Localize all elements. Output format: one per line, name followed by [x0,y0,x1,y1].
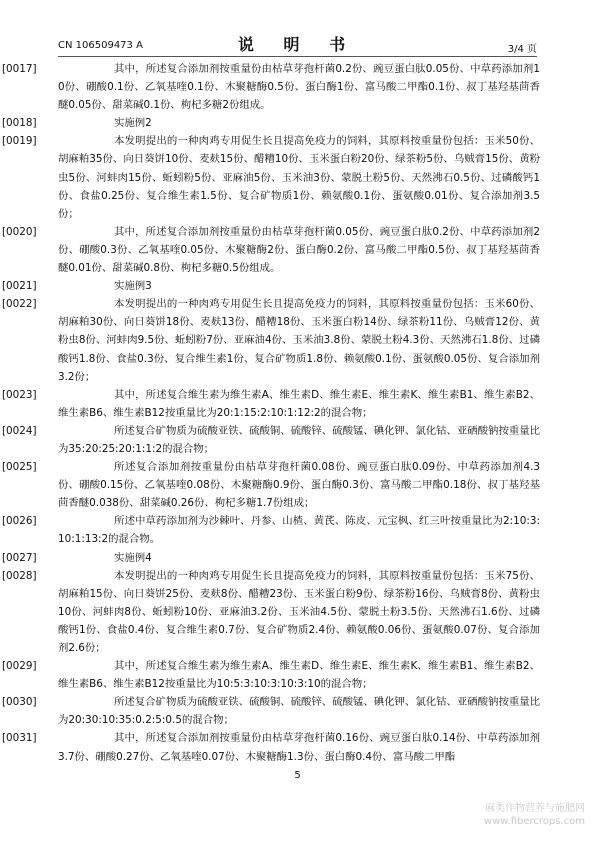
paragraph-0023 [2,386,540,422]
paragraph-text: 所述复合添加剂按重量份由枯草芽孢杆菌0.08份、豌豆蛋白肽0.09份、中草药添加剂4.3份、硼酸0.15份、乙氧基喹0.08份、木聚糖酶0.9份、蛋白酶0.3份、富马酸二甲酯0.18份、叔丁基羟基茴香醚0.038份、甜菜碱0.26份、枸杞多糖1.7份组成； [58,461,540,510]
paragraph-0028 [2,567,540,657]
paragraph-number: [0023] [2,388,37,401]
paragraph-0025 [2,458,540,512]
paragraph-0024 [2,422,541,458]
paragraph-number: [0030] [2,696,37,709]
paragraph-text: 所述复合矿物质为硫酸亚铁、硫酸铜、硫酸锌、硫酸锰、碘化钾、氯化钴、亚硒酸钠按重量比为35:20:25:20:1:1:2的混合物； [58,424,541,455]
paragraph-text: 其中，所述复合添加剂按重量份由枯草芽孢杆菌0.05份、豌豆蛋白肽0.2份、中草药添加剂2份、硼酸0.3份、乙氧基喹0.05份、木聚糖酶2份、蛋白酶0.2份、富马酸二甲酯0.5份、叔丁基羟基茴香醚0.01份、甜菜碱0.8份、枸杞多糖0.5份组成。 [58,225,540,275]
site-watermark [484,802,585,828]
paragraph-0026 [2,512,540,548]
paragraph-text: 实施例2 [114,117,152,130]
header-divider [58,56,537,57]
paragraph-text: 所述中草药添加剂为沙棘叶、丹参、山楂、黄芪、陈皮、元宝枫、红三叶按重量比为2:10:3:10:1:13:2的混合物。 [58,515,540,546]
paragraph-number: [0027] [2,551,37,564]
paragraph-number: [0018] [2,117,37,130]
page-indicator: 3/4 页 [507,44,537,55]
document-title: 说 明 书 [237,35,358,54]
paragraph-number: [0021] [2,280,37,293]
paragraph-number: [0024] [2,424,37,437]
paragraph-0027 [2,549,540,567]
paragraph-0018 [2,114,540,132]
paragraph-text: 实施例3 [114,280,152,293]
paragraph-0029 [2,657,540,693]
paragraph-0022 [2,295,540,385]
paragraph-number: [0017] [2,63,37,75]
paragraph-text: 其中，所述复合维生素为维生素A、维生素D、维生素E、维生素K、维生素B1、维生素B2、维生素B6、维生素B12按重量比为20:1:15:2:10:1:12:2的混合物； [58,388,540,419]
paragraph-text: 所述复合矿物质为硫酸亚铁、硫酸铜、硫酸锌、硫酸锰、碘化钾、氯化钴、亚硒酸钠按重量比为20:30:10:35:0.2:5:0.5的混合物； [58,696,541,727]
paragraph-number: [0022] [2,298,37,311]
watermark-url: www.fibercrops.com [483,816,585,827]
paragraph-number: [0019] [2,135,37,148]
paragraph-number: [0029] [2,660,37,673]
paragraph-number: [0031] [2,732,37,745]
paragraph-0030 [2,693,541,729]
paragraph-text: 其中，所述复合添加剂按重量份由枯草芽孢杆菌0.16份、豌豆蛋白肽0.14份、中草药添加剂3.7份、硼酸0.27份、乙氧基喹0.07份、木聚糖酶1.3份、蛋白酶0.4份、富马酸二甲酯 [58,732,540,763]
page-number: 5 [294,770,301,781]
patent-number: CN 106509473 A [58,40,143,51]
paragraph-text: 实施例4 [114,551,152,564]
watermark-title: 麻类作物营养与施肥网 [485,803,585,814]
page-header [58,30,537,54]
paragraph-0021 [2,277,540,295]
paragraph-text: 其中，所述复合维生素为维生素A、维生素D、维生素E、维生素K、维生素B1、维生素B2、维生素B6、维生素B12按重量比为10:5:3:10:3:10:3:10的混合物； [58,660,540,691]
paragraph-0017 [2,60,540,114]
paragraph-text: 本发明提出的一种肉鸡专用促生长且提高免疫力的饲料，其原料按重量份包括：玉米50份、胡麻粕35份、向日葵饼10份、麦麸15份、醋糟10份、玉米蛋白粉20份、绿茶粉5份、乌贼膏15份、黄粉虫5份、河蚌肉15份、蚯蚓粉5份、亚麻油5份、玉米油3份、蒙脱土粉5份、天然沸石0.5份、过磷酸钙1份、食盐0.25份、复合维生素1.5份、复合矿物质1份、赖氨酸0.1份、蛋氨酸0.01份、复合添加剂3.5份； [58,135,540,220]
paragraph-number: [0028] [2,569,37,582]
paragraph-0031 [2,729,540,765]
paragraph-text: 本发明提出的一种肉鸡专用促生长且提高免疫力的饲料，其原料按重量份包括：玉米60份、胡麻粕30份、向日葵饼18份、麦麸13份、醋糟18份、玉米蛋白粉14份、绿茶粉11份、乌贼膏12份、黄粉虫8份、河蚌肉9.5份、蚯蚓粉7份、亚麻油4份、玉米油3.8份、蒙脱土粉4.3份、天然沸石1.8份、过磷酸钙1.8份、食盐0.3份、复合维生素1份、复合矿物质1.8份、赖氨酸0.1份、蛋氨酸0.05份、复合添加剂3.2份； [58,298,540,383]
paragraph-number: [0026] [2,515,37,528]
paragraph-0019 [2,132,540,222]
body-text [2,60,541,766]
paragraph-number: [0025] [2,461,37,474]
paragraph-text: 本发明提出的一种肉鸡专用促生长且提高免疫力的饲料，其原料按重量份包括：玉米75份、胡麻粕15份、向日葵饼25份、麦麸8份、醋糟23份、玉米蛋白粉9份、绿茶粉16份、乌贼膏8份、黄粉虫10份、河蚌肉8份、蚯蚓粉10份、亚麻油3.2份、玉米油4.5份、蒙脱土粉3.5份、天然沸石1.6份、过磷酸钙1份、食盐0.4份、复合维生素0.7份、复合矿物质2.4份、赖氨酸0.06份、蛋氨酸0.07份、复合添加剂2.6份； [58,569,540,654]
paragraph-text: 其中，所述复合添加剂按重量份由枯草芽孢杆菌0.2份、豌豆蛋白肽0.05份、中草药添加剂10份、硼酸0.1份、乙氧基喹0.1份、木聚糖酶0.5份、蛋白酶1份、富马酸二甲酯0.1份、叔丁基羟基茴香醚0.05份、甜菜碱0.1份、枸杞多糖2份组成。 [58,63,540,112]
paragraph-number: [0020] [2,225,37,238]
paragraph-0020 [2,223,540,277]
